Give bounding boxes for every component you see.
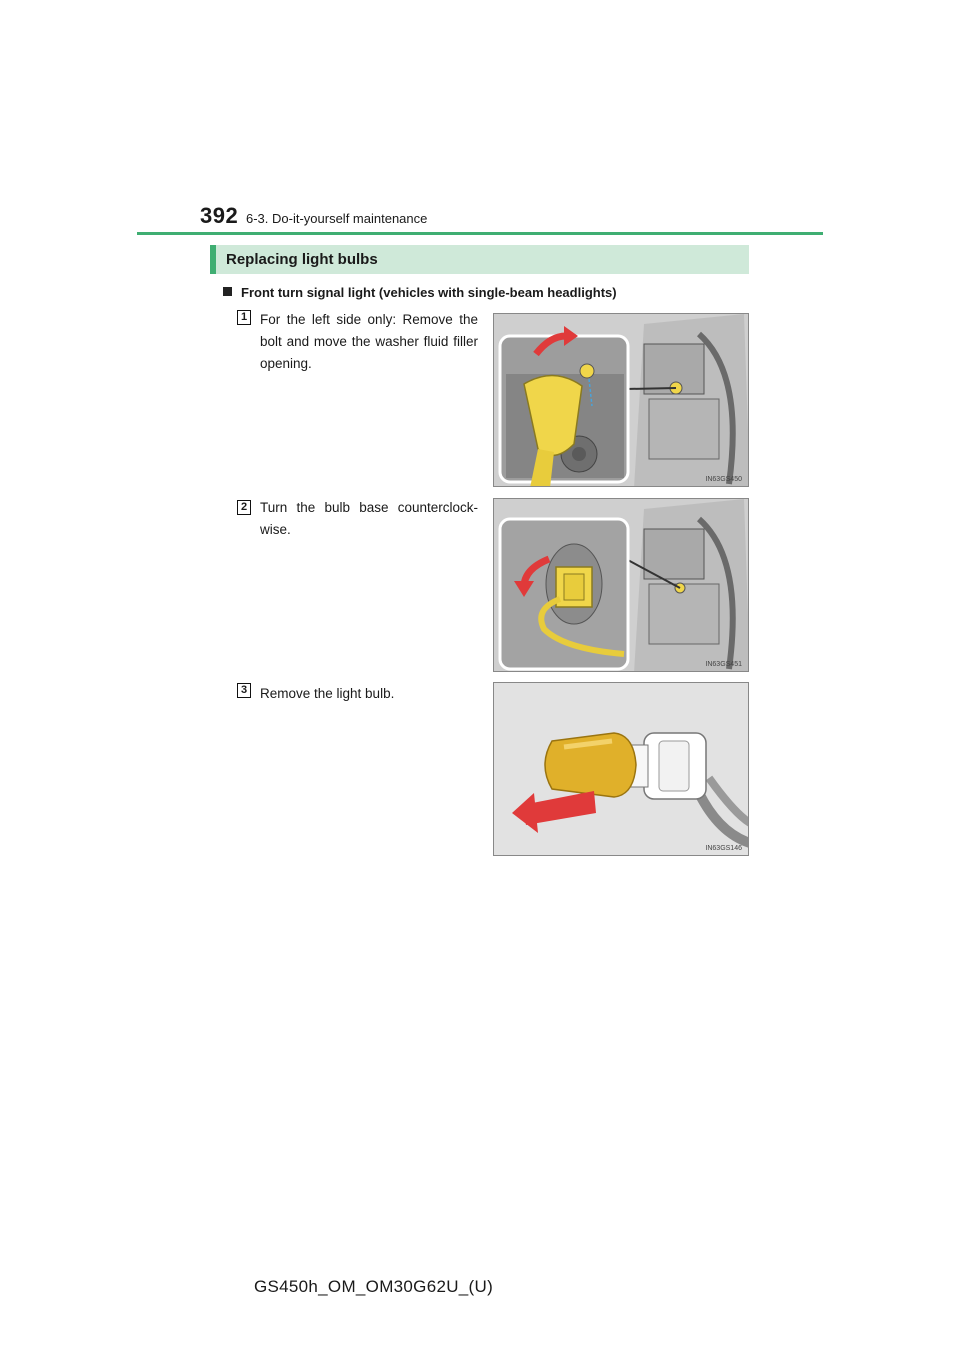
figure-code: IN63GS450 bbox=[705, 476, 742, 483]
step-3-figure bbox=[493, 682, 749, 856]
square-bullet-icon bbox=[223, 287, 232, 296]
figure-code: IN63GS146 bbox=[705, 845, 742, 852]
section-reference: 6-3. Do-it-yourself maintenance bbox=[246, 211, 428, 226]
step-1-figure bbox=[493, 313, 749, 487]
step-2-number: 2 bbox=[237, 500, 251, 515]
step-1-text: For the left side only: Remove the bolt and move the washer fluid filler opening. bbox=[260, 312, 478, 371]
step-1-number: 1 bbox=[237, 310, 251, 325]
step-3-number: 3 bbox=[237, 683, 251, 698]
bulb-removal-illustration bbox=[494, 683, 749, 856]
section-heading-bar bbox=[210, 245, 749, 274]
page-number: 392 bbox=[200, 203, 239, 228]
step-2-text: Turn the bulb base counterclock-wise. bbox=[260, 500, 478, 537]
subheading-text: Front turn signal light (vehicles with single-beam headlights) bbox=[241, 285, 617, 300]
bulb-base-rotation-illustration bbox=[494, 499, 749, 672]
section-title: Replacing light bulbs bbox=[226, 251, 378, 268]
step-2-figure bbox=[493, 498, 749, 672]
figure-code: IN63GS451 bbox=[705, 661, 742, 668]
header-rule bbox=[137, 232, 823, 235]
subheading bbox=[223, 285, 617, 300]
footer-document-code: GS450h_OM_OM30G62U_(U) bbox=[254, 1277, 494, 1296]
engine-bay-washer-illustration bbox=[494, 314, 749, 487]
step-3-text: Remove the light bulb. bbox=[260, 686, 395, 701]
